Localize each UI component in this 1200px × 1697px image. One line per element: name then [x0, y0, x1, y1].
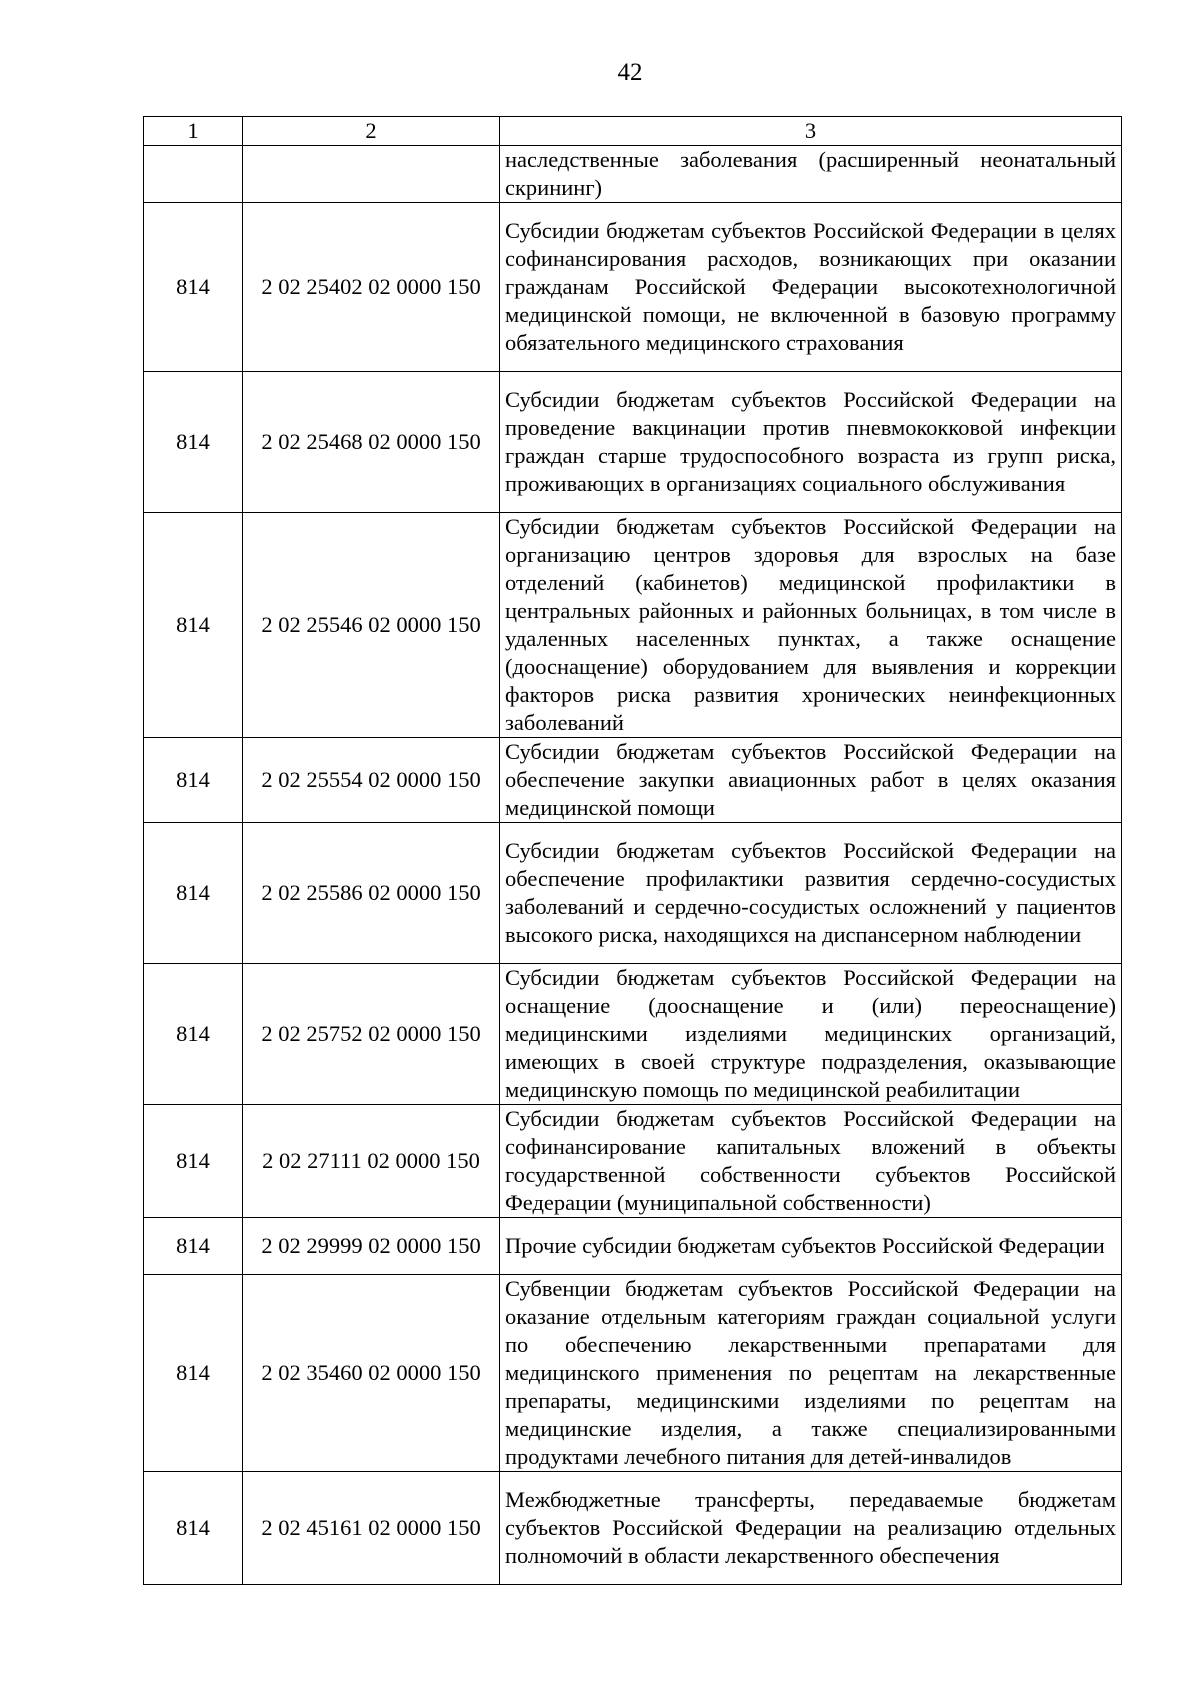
admin-code-cell: 814: [144, 203, 243, 372]
table-row: [144, 823, 1122, 964]
description-cell: Субсидии бюджетам субъектов Российской Федерации в целях софинансирования расходов, возникающих при оказании гражданам Российской Федерации высокотехнологичной медицинской помощи, не включенной в базовую программу обязательного медицинского страхования: [500, 203, 1122, 372]
revenue-code-cell: 2 02 35460 02 0000 150: [243, 1275, 500, 1472]
admin-code-cell: 814: [144, 1472, 243, 1585]
description-cell: Субсидии бюджетам субъектов Российской Федерации на организацию центров здоровья для взрослых на базе отделений (кабинетов) медицинской профилактики в центральных районных и районных больницах, в том числе в удаленных населенных пунктах, а также оснащение (дооснащение) оборудованием для выявления и коррекции факторов риска развития хронических неинфекционных заболеваний: [500, 513, 1122, 738]
revenue-code-cell: [243, 146, 500, 203]
description-cell: Субсидии бюджетам субъектов Российской Федерации на проведение вакцинации против пневмококковой инфекции граждан старше трудоспособного возраста из групп риска, проживающих в организациях социального обслуживания: [500, 372, 1122, 513]
description-cell: Субвенции бюджетам субъектов Российской Федерации на оказание отдельным категориям граждан социальной услуги по обеспечению лекарственными препаратами для медицинского применения по рецептам на лекарственные препараты, медицинскими изделиями по рецептам на медицинские изделия, а также специализированными продуктами лечебного питания для детей-инвалидов: [500, 1275, 1122, 1472]
admin-code-cell: 814: [144, 964, 243, 1105]
table-row: [144, 513, 1122, 738]
table-row: [144, 1275, 1122, 1472]
admin-code-cell: [144, 146, 243, 203]
revenue-code-cell: 2 02 25468 02 0000 150: [243, 372, 500, 513]
revenue-code-cell: 2 02 25402 02 0000 150: [243, 203, 500, 372]
revenue-code-cell: 2 02 27111 02 0000 150: [243, 1105, 500, 1218]
revenue-code-cell: 2 02 25546 02 0000 150: [243, 513, 500, 738]
page-number: 42: [617, 59, 643, 86]
column-header-3: 3: [500, 117, 1122, 146]
revenue-code-cell: 2 02 25752 02 0000 150: [243, 964, 500, 1105]
admin-code-cell: 814: [144, 372, 243, 513]
table-row: [144, 1105, 1122, 1218]
table-row: [144, 372, 1122, 513]
admin-code-cell: 814: [144, 513, 243, 738]
column-header-1: 1: [144, 117, 243, 146]
table-row: [144, 203, 1122, 372]
table-row: [144, 1218, 1122, 1275]
revenue-code-cell: 2 02 29999 02 0000 150: [243, 1218, 500, 1275]
table-header-row: [144, 117, 1122, 146]
admin-code-cell: 814: [144, 1275, 243, 1472]
admin-code-cell: 814: [144, 1105, 243, 1218]
description-cell: Субсидии бюджетам субъектов Российской Федерации на обеспечение закупки авиационных работ в целях оказания медицинской помощи: [500, 738, 1122, 823]
budget-classification-table: [143, 116, 1122, 1585]
table-row: [144, 146, 1122, 203]
description-cell: Межбюджетные трансферты, передаваемые бюджетам субъектов Российской Федерации на реализацию отдельных полномочий в области лекарственного обеспечения: [500, 1472, 1122, 1585]
admin-code-cell: 814: [144, 823, 243, 964]
table-row: [144, 1472, 1122, 1585]
description-cell: Субсидии бюджетам субъектов Российской Федерации на оснащение (дооснащение и (или) переоснащение) медицинскими изделиями медицинских организаций, имеющих в своей структуре подразделения, оказывающие медицинскую помощь по медицинской реабилитации: [500, 964, 1122, 1105]
description-cell: наследственные заболевания (расширенный неонатальный скрининг): [500, 146, 1122, 203]
revenue-code-cell: 2 02 25554 02 0000 150: [243, 738, 500, 823]
table-row: [144, 964, 1122, 1105]
column-header-2: 2: [243, 117, 500, 146]
description-cell: Прочие субсидии бюджетам субъектов Российской Федерации: [500, 1218, 1122, 1275]
description-cell: Субсидии бюджетам субъектов Российской Федерации на софинансирование капитальных вложений в объекты государственной собственности субъектов Российской Федерации (муниципальной собственности): [500, 1105, 1122, 1218]
table-row: [144, 738, 1122, 823]
description-cell: Субсидии бюджетам субъектов Российской Федерации на обеспечение профилактики развития сердечно-сосудистых заболеваний и сердечно-сосудистых осложнений у пациентов высокого риска, находящихся на диспансерном наблюдении: [500, 823, 1122, 964]
admin-code-cell: 814: [144, 738, 243, 823]
revenue-code-cell: 2 02 25586 02 0000 150: [243, 823, 500, 964]
admin-code-cell: 814: [144, 1218, 243, 1275]
revenue-code-cell: 2 02 45161 02 0000 150: [243, 1472, 500, 1585]
